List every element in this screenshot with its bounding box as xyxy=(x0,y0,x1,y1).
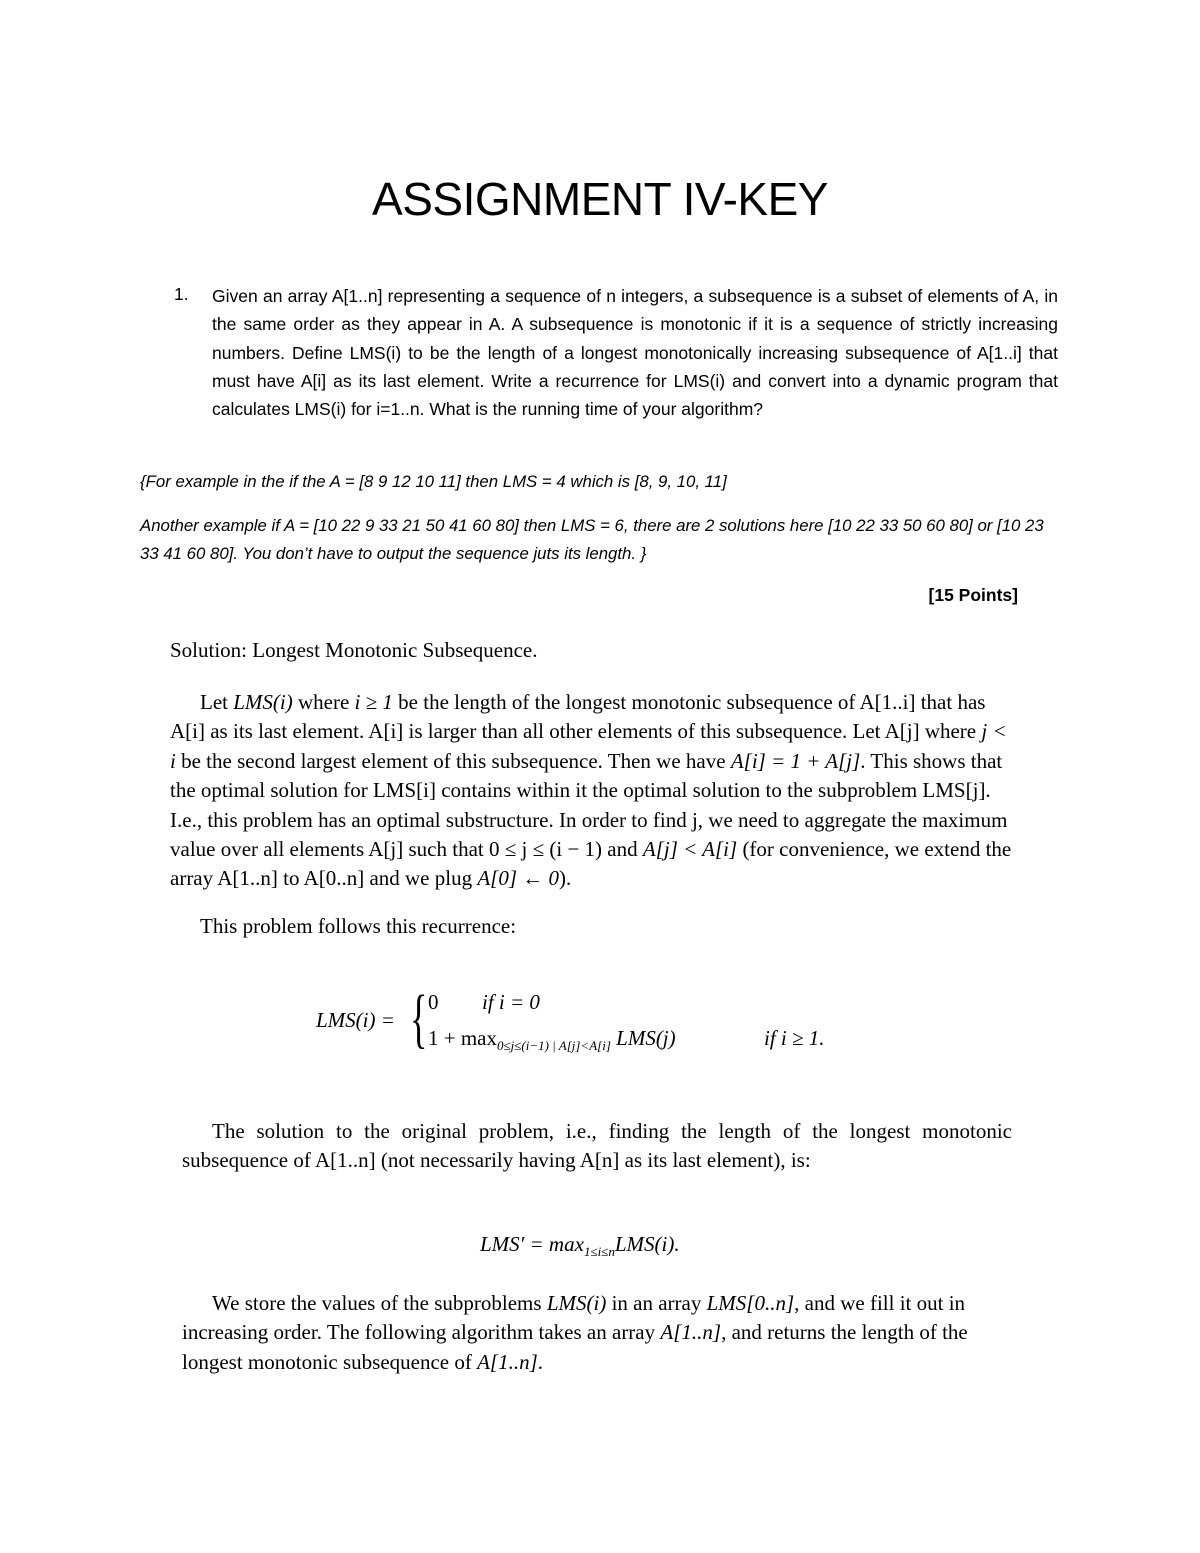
recurrence-case-2-value: $1 + \max_{0\le j\le(i-1) | A[j]<A[i]} LMS(j)$ xyxy=(428,1026,676,1054)
recurrence-lhs: LMS(i) = xyxy=(316,1008,395,1032)
question-text: Given an array A[1..n] representing a sequence of n integers, a subsequence is a subset of elements of A, in the same order as they appear in A. A subsequence is monotonic if it is a sequence of strictly increasing numbers. Define LMS(i) to be the length of a longest monotonically increasing subsequence of A[1..i] that must have A[i] as its last element. Write a recurrence for LMS(i) and convert into a dynamic program that calculates LMS(i) for i=1..n. What is the running time of your algorithm? xyxy=(212,286,1058,420)
example-one: {For example in the if the A = [8 9 12 10 11] then LMS = 4 which is [8, 9, 10, 11] xyxy=(140,472,727,491)
recurrence-case-2-condition: if i ≥ 1. xyxy=(764,1026,825,1050)
recurrence-brace: { xyxy=(410,982,428,1055)
lms-prime-equation: $LMS' = \max_{1\le i\le n}LMS(i)$. xyxy=(480,1232,680,1260)
question-number: 1. xyxy=(174,284,189,304)
solution-heading: Solution: Longest Monotonic Subsequence. xyxy=(170,638,538,662)
solution-paragraph-1: Let LMS(i) where i ≥ 1 be the length of the longest monotonic subsequence of A[1..i] that has A[i] as its last element. A[i] is larger than all other elements of this subsequence. Let A[j] where j < i be the second largest element of this subsequence. Then we have A[i] = 1 + A[j]. This shows that the optimal solution for LMS[i] contains within it the optimal solution to the subproblem LMS[j]. I.e., this problem has an optimal substructure. In order to find j, we need to aggregate the maximum value over all elements A[j] such that 0 ≤ j ≤ (i − 1) and A[j] < A[i] (for convenience, we extend the array A[1..n] to A[0..n] and we plug A[0] ← 0). xyxy=(170,690,1012,891)
points-label: [15 Points] xyxy=(928,585,1018,605)
example-two: Another example if A = [10 22 9 33 21 50 41 60 80] then LMS = 6, there are 2 solutions here [10 22 33 50 60 80] or [10 23 33 41 60 80]. You don’t have to output the sequence juts its length. } xyxy=(140,516,1044,563)
solution-paragraph-3: The solution to the original problem, i.e., finding the length of the longest monotonic subsequence of A[1..n] (not necessarily having A[n] as its last element), is: xyxy=(182,1119,1012,1173)
solution-paragraph-2: This problem follows this recurrence: xyxy=(200,914,517,938)
solution-paragraph-4: We store the values of the subproblems LMS(i) in an array LMS[0..n], and we fill it out in increasing order. The following algorithm takes an array A[1..n], and returns the length of the longest monotonic subsequence of A[1..n]. xyxy=(182,1291,968,1374)
recurrence-case-1-value: 0 xyxy=(428,990,439,1014)
recurrence-case-1-condition: if i = 0 xyxy=(482,990,540,1014)
document-title: ASSIGNMENT IV-KEY xyxy=(372,173,828,225)
